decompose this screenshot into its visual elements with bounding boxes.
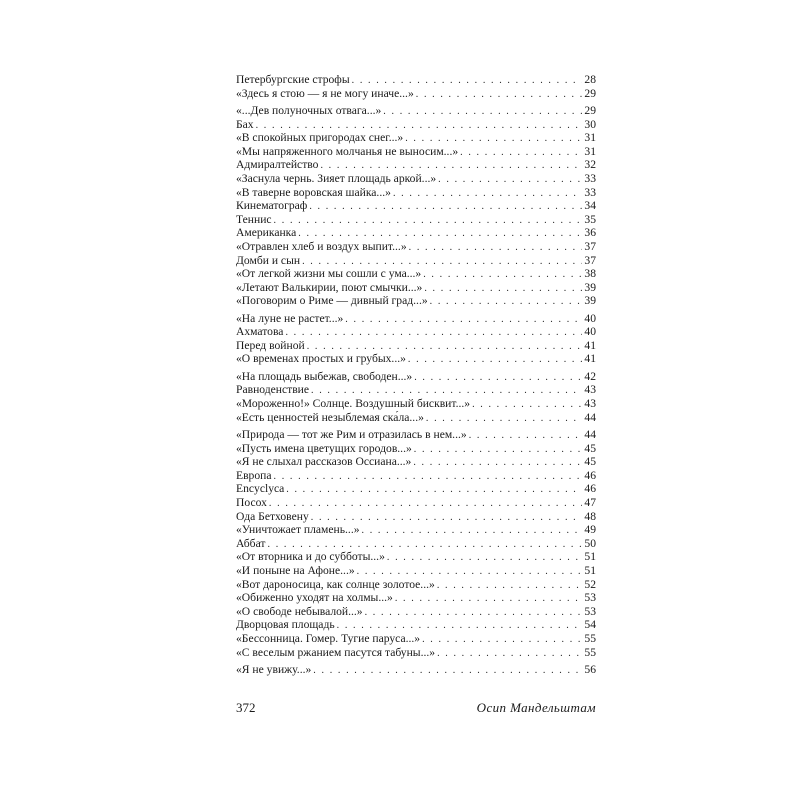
- toc-entry-page: 53: [584, 604, 596, 618]
- toc-entry-title: «В спокойных пригородах снег...»: [236, 131, 404, 145]
- toc-entry-title: «Мы напряженного молчанья не выносим...»: [236, 144, 459, 158]
- toc-entry-page: 45: [584, 441, 596, 455]
- dot-leader: [307, 340, 583, 353]
- dot-leader: [437, 647, 582, 660]
- dot-leader: [395, 592, 583, 605]
- dot-leader: [313, 664, 582, 677]
- toc-entry-page: 29: [584, 103, 596, 117]
- toc-entry: [236, 145, 596, 159]
- dot-leader: [469, 429, 583, 442]
- toc-entry: [236, 537, 596, 551]
- toc-entry: [236, 104, 596, 118]
- toc-entry: [236, 186, 596, 200]
- toc-entry-page: 49: [584, 523, 596, 537]
- toc-entry: [236, 428, 596, 442]
- dot-leader: [426, 412, 583, 425]
- toc-entry: [236, 605, 596, 619]
- running-author: Осип Мандельштам: [476, 700, 596, 715]
- dot-leader: [362, 524, 583, 537]
- toc-entry: [236, 352, 596, 366]
- toc-entry-page: 37: [584, 253, 596, 267]
- dot-leader: [311, 384, 582, 397]
- dot-leader: [387, 551, 583, 564]
- toc-entry: [236, 411, 596, 425]
- toc-entry-title: «Обиженно уходят на холмы...»: [236, 591, 393, 605]
- toc-entry-page: 50: [584, 536, 596, 550]
- dot-leader: [320, 159, 582, 172]
- toc-entry-title: Encyclyca: [236, 482, 285, 496]
- toc-entry-title: «Я не увижу...»: [236, 662, 312, 676]
- toc-entry-page: 32: [584, 158, 596, 172]
- toc-entry-title: «Пусть имена цветущих городов...»: [236, 441, 412, 455]
- toc-entry-title: Американка: [236, 226, 297, 240]
- toc-entry-page: 40: [584, 311, 596, 325]
- toc-entry: [236, 632, 596, 646]
- toc-entry: [236, 118, 596, 132]
- dot-leader: [424, 282, 582, 295]
- toc-entry: [236, 383, 596, 397]
- dot-leader: [285, 326, 582, 339]
- toc-entry-title: «Вот дароносица, как солнце золотое...»: [236, 577, 435, 591]
- toc-entry: [236, 370, 596, 384]
- toc-entry-page: 44: [584, 410, 596, 424]
- toc-entry: [236, 482, 596, 496]
- toc-entry-page: 42: [584, 369, 596, 383]
- dot-leader: [460, 146, 582, 159]
- dot-leader: [413, 456, 582, 469]
- toc-entry-page: 45: [584, 455, 596, 469]
- toc-entry-page: 46: [584, 468, 596, 482]
- toc-entry-title: «Мороженно!» Солнце. Воздушный бисквит...»: [236, 397, 471, 411]
- toc-entry-page: 38: [584, 267, 596, 281]
- toc-entry: [236, 281, 596, 295]
- toc-entry-page: 51: [584, 550, 596, 564]
- toc-entry-title: «Природа — тот же Рим и отразилась в нем...»: [236, 428, 467, 442]
- toc-entry-page: 36: [584, 226, 596, 240]
- toc-entry: [236, 510, 596, 524]
- toc-entry-title: Европа: [236, 468, 272, 482]
- toc-entry: [236, 199, 596, 213]
- dot-leader: [352, 74, 583, 87]
- toc-entry: [236, 213, 596, 227]
- toc-entry-page: 43: [584, 397, 596, 411]
- toc-entry-title: Кинематограф: [236, 199, 308, 213]
- toc-entry-title: «О временах простых и грубых...»: [236, 352, 406, 366]
- table-of-contents: [236, 73, 596, 677]
- dot-leader: [311, 511, 583, 524]
- toc-entry: [236, 618, 596, 632]
- toc-entry-page: 55: [584, 645, 596, 659]
- toc-entry-page: 56: [584, 662, 596, 676]
- toc-entry: [236, 339, 596, 353]
- toc-entry-page: 35: [584, 212, 596, 226]
- toc-entry-page: 53: [584, 591, 596, 605]
- toc-entry: [236, 469, 596, 483]
- dot-leader: [365, 606, 583, 619]
- toc-entry-title: «...Дев полуночных отвага...»: [236, 103, 382, 117]
- toc-entry: [236, 455, 596, 469]
- toc-entry-title: «Здесь я стою — я не могу иначе...»: [236, 86, 414, 100]
- dot-leader: [409, 241, 583, 254]
- toc-entry: [236, 226, 596, 240]
- toc-entry-title: «С веселым ржанием пасутся табуны...»: [236, 645, 436, 659]
- dot-leader: [438, 173, 582, 186]
- dot-leader: [302, 255, 582, 268]
- dot-leader: [298, 227, 582, 240]
- toc-entry-title: «И поныне на Афоне...»: [236, 563, 355, 577]
- toc-entry-title: «Поговорим о Риме — дивный град...»: [236, 294, 428, 308]
- toc-entry: [236, 591, 596, 605]
- toc-entry: [236, 325, 596, 339]
- toc-entry-title: «Отравлен хлеб и воздух выпит...»: [236, 239, 407, 253]
- toc-entry-title: «Я не слыхал рассказов Оссиана...»: [236, 455, 412, 469]
- toc-entry-page: 39: [584, 280, 596, 294]
- toc-entry-title: «Есть ценностей незыблемая ска́ла...»: [236, 410, 424, 424]
- toc-entry-page: 37: [584, 239, 596, 253]
- toc-entry-title: Бах: [236, 117, 254, 131]
- toc-entry-title: «От вторника и до субботы...»: [236, 550, 385, 564]
- toc-entry-title: Ахматова: [236, 325, 284, 339]
- toc-entry-title: «На луне не растет...»: [236, 311, 344, 325]
- toc-entry-title: Равноденствие: [236, 383, 310, 397]
- toc-entry-page: 43: [584, 383, 596, 397]
- dot-leader: [286, 483, 582, 496]
- toc-entry: [236, 496, 596, 510]
- toc-entry-page: 31: [584, 131, 596, 145]
- toc-entry-page: 46: [584, 482, 596, 496]
- toc-entry: [236, 131, 596, 145]
- toc-entry: [236, 442, 596, 456]
- toc-entry-title: «В таверне воровская шайка...»: [236, 185, 391, 199]
- toc-entry-page: 51: [584, 563, 596, 577]
- toc-entry: [236, 172, 596, 186]
- toc-entry-title: Аббат: [236, 536, 266, 550]
- page-number: 372: [236, 700, 256, 715]
- dot-leader: [416, 88, 583, 101]
- toc-entry-title: «От легкой жизни мы сошли с ума...»: [236, 267, 422, 281]
- dot-leader: [414, 443, 583, 456]
- toc-entry-title: Посох: [236, 496, 267, 509]
- toc-entry-page: 41: [584, 338, 596, 352]
- toc-entry-title: Петербургские строфы: [236, 73, 350, 86]
- toc-entry-title: Домби и сын: [236, 253, 301, 267]
- toc-entry-page: 41: [584, 352, 596, 366]
- dot-leader: [274, 214, 583, 227]
- dot-leader: [423, 268, 582, 281]
- toc-entry-title: «О свободе небывалой...»: [236, 604, 363, 618]
- toc-entry-title: «Летают Валькирии, поют смычки...»: [236, 280, 423, 294]
- toc-entry-page: 34: [584, 199, 596, 213]
- toc-entry-title: «Бессонница. Гомер. Тугие паруса...»: [236, 631, 421, 645]
- toc-entry-page: 52: [584, 577, 596, 591]
- toc-entry-page: 28: [584, 73, 596, 86]
- toc-entry: [236, 267, 596, 281]
- dot-leader: [414, 371, 582, 384]
- dot-leader: [472, 398, 582, 411]
- dot-leader: [337, 619, 583, 632]
- toc-entry-page: 30: [584, 117, 596, 131]
- dot-leader: [430, 295, 583, 308]
- toc-entry: [236, 73, 596, 87]
- dot-leader: [383, 105, 582, 118]
- toc-entry: [236, 87, 596, 101]
- toc-entry-page: 55: [584, 631, 596, 645]
- toc-entry: [236, 663, 596, 677]
- toc-entry-page: 29: [584, 86, 596, 100]
- toc-entry-title: Ода Бетховену: [236, 509, 309, 523]
- toc-entry-page: 33: [584, 171, 596, 185]
- dot-leader: [437, 579, 583, 592]
- toc-entry-page: 54: [584, 618, 596, 632]
- dot-leader: [268, 538, 583, 551]
- toc-entry-title: «На площадь выбежав, свободен...»: [236, 369, 413, 383]
- toc-entry-page: 39: [584, 294, 596, 308]
- dot-leader: [405, 132, 582, 145]
- toc-entry: [236, 578, 596, 592]
- toc-entry-title: Перед войной: [236, 338, 305, 352]
- dot-leader: [269, 497, 582, 510]
- toc-entry-page: 48: [584, 509, 596, 523]
- toc-entry: [236, 158, 596, 172]
- dot-leader: [256, 119, 583, 132]
- toc-entry-page: 47: [584, 496, 596, 509]
- dot-leader: [345, 313, 582, 326]
- dot-leader: [309, 200, 582, 213]
- toc-entry: [236, 646, 596, 660]
- toc-entry-title: Теннис: [236, 212, 272, 226]
- dot-leader: [357, 565, 583, 578]
- toc-entry: [236, 254, 596, 268]
- toc-entry: [236, 312, 596, 326]
- toc-entry-title: «Уничтожает пламень...»: [236, 523, 360, 537]
- toc-entry-title: «Заснула чернь. Зияет площадь аркой...»: [236, 171, 437, 185]
- page-footer: [236, 700, 596, 716]
- toc-entry: [236, 523, 596, 537]
- dot-leader: [274, 470, 583, 483]
- dot-leader: [408, 353, 582, 366]
- toc-entry: [236, 240, 596, 254]
- toc-entry: [236, 564, 596, 578]
- toc-entry-page: 31: [584, 144, 596, 158]
- toc-entry-title: Адмиралтейство: [236, 158, 319, 172]
- toc-entry-title: Дворцовая площадь: [236, 618, 335, 632]
- toc-entry-page: 44: [584, 428, 596, 442]
- dot-leader: [422, 633, 582, 646]
- toc-entry: [236, 294, 596, 308]
- toc-entry-page: 40: [584, 325, 596, 339]
- toc-entry-page: 33: [584, 185, 596, 199]
- dot-leader: [393, 187, 582, 200]
- toc-entry: [236, 397, 596, 411]
- toc-entry: [236, 550, 596, 564]
